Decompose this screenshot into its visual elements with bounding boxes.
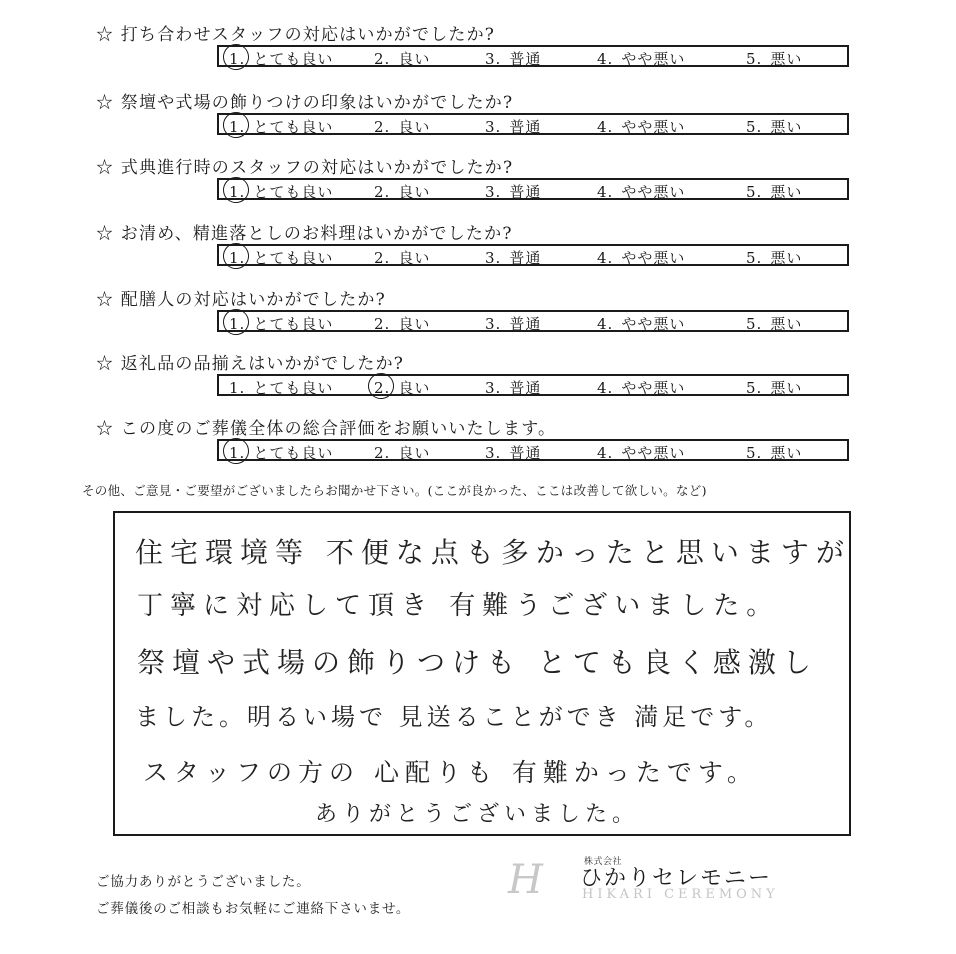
rating-option-number: 1. — [229, 118, 246, 136]
rating-option-4[interactable] — [597, 48, 685, 69]
rating-option-label: 良い — [398, 315, 431, 333]
rating-option-5[interactable] — [746, 181, 802, 202]
rating-option-number: 1. — [229, 444, 246, 462]
rating-option-label: とても良い — [253, 444, 334, 462]
rating-option-number: 5. — [746, 315, 763, 333]
rating-options-box — [217, 374, 849, 396]
rating-option-label: とても良い — [253, 118, 334, 136]
rating-option-number: 2. — [374, 183, 391, 201]
rating-option-label: やや悪い — [621, 315, 686, 333]
rating-option-4[interactable] — [597, 181, 685, 202]
rating-option-number: 1. — [229, 50, 246, 68]
question-row — [0, 285, 956, 345]
question-row — [0, 88, 956, 148]
rating-option-label: 悪い — [770, 379, 803, 397]
rating-option-label: やや悪い — [621, 444, 686, 462]
rating-option-number: 3. — [485, 183, 502, 201]
rating-option-3[interactable] — [485, 181, 541, 202]
rating-option-2[interactable] — [374, 116, 430, 137]
rating-option-label: 悪い — [770, 50, 803, 68]
rating-option-label: とても良い — [253, 183, 334, 201]
rating-option-5[interactable] — [746, 247, 802, 268]
rating-option-label: 悪い — [770, 249, 803, 267]
rating-option-label: 普通 — [509, 379, 542, 397]
rating-option-1[interactable] — [229, 116, 333, 137]
question-text: ☆ 返礼品の品揃えはいかがでしたか? — [96, 354, 405, 374]
rating-option-1[interactable] — [229, 442, 333, 463]
rating-option-number: 2. — [374, 379, 391, 397]
rating-option-number: 1. — [229, 379, 246, 397]
rating-option-label: 良い — [398, 118, 431, 136]
rating-option-label: 悪い — [770, 183, 803, 201]
rating-options-box — [217, 244, 849, 266]
logo-corp-label: 株式会社 — [584, 857, 623, 867]
question-text: ☆ 祭壇や式場の飾りつけの印象はいかがでしたか? — [96, 93, 514, 113]
comment-box — [113, 511, 851, 836]
rating-option-number: 2. — [374, 249, 391, 267]
comment-line: 住宅環境等 不便な点も多かったと思いますが — [135, 536, 851, 569]
rating-option-label: やや悪い — [621, 50, 686, 68]
comment-line: スタッフの方の 心配りも 有難かったです。 — [143, 758, 758, 787]
rating-option-number: 5. — [746, 249, 763, 267]
comment-line: ありがとうございました。 — [315, 802, 640, 827]
rating-option-label: やや悪い — [621, 249, 686, 267]
rating-option-number: 2. — [374, 315, 391, 333]
footer-contact: ご葬儀後のご相談もお気軽にご連絡下さいませ。 — [96, 901, 411, 917]
rating-option-5[interactable] — [746, 116, 802, 137]
rating-option-number: 3. — [485, 444, 502, 462]
rating-option-number: 3. — [485, 50, 502, 68]
comment-line: 丁寧に対応して頂き 有難うございました。 — [137, 591, 780, 621]
rating-option-3[interactable] — [485, 313, 541, 334]
rating-option-4[interactable] — [597, 247, 685, 268]
rating-option-number: 4. — [597, 379, 614, 397]
rating-option-2[interactable] — [374, 377, 430, 398]
rating-option-number: 3. — [485, 118, 502, 136]
rating-option-4[interactable] — [597, 377, 685, 398]
rating-option-number: 3. — [485, 315, 502, 333]
question-row — [0, 349, 956, 409]
question-text: ☆ 配膳人の対応はいかがでしたか? — [96, 290, 386, 310]
rating-option-5[interactable] — [746, 48, 802, 69]
rating-option-number: 5. — [746, 118, 763, 136]
rating-option-label: 良い — [398, 379, 431, 397]
rating-option-label: とても良い — [253, 315, 334, 333]
logo-mark-icon: H — [508, 857, 543, 903]
question-row — [0, 153, 956, 213]
rating-option-5[interactable] — [746, 377, 802, 398]
rating-option-3[interactable] — [485, 377, 541, 398]
rating-option-3[interactable] — [485, 116, 541, 137]
question-text: ☆ お清め、精進落としのお料理はいかがでしたか? — [96, 224, 513, 244]
logo-english-name: HIKARI CEREMONY — [582, 887, 779, 902]
rating-option-label: 普通 — [509, 118, 542, 136]
rating-option-4[interactable] — [597, 313, 685, 334]
rating-options-box — [217, 439, 849, 461]
rating-option-label: やや悪い — [621, 118, 686, 136]
rating-options-box — [217, 113, 849, 135]
rating-option-1[interactable] — [229, 247, 333, 268]
question-row — [0, 414, 956, 474]
rating-option-5[interactable] — [746, 313, 802, 334]
question-text: ☆ 打ち合わせスタッフの対応はいかがでしたか? — [96, 25, 496, 45]
rating-option-label: 良い — [398, 50, 431, 68]
rating-option-label: 良い — [398, 444, 431, 462]
rating-option-number: 5. — [746, 444, 763, 462]
footer-thanks: ご協力ありがとうございました。 — [96, 874, 311, 890]
rating-option-4[interactable] — [597, 116, 685, 137]
question-row — [0, 20, 956, 80]
rating-option-2[interactable] — [374, 313, 430, 334]
rating-option-number: 5. — [746, 379, 763, 397]
rating-option-number: 4. — [597, 249, 614, 267]
rating-option-number: 4. — [597, 315, 614, 333]
rating-option-label: やや悪い — [621, 379, 686, 397]
rating-option-number: 2. — [374, 50, 391, 68]
company-logo — [508, 853, 808, 913]
rating-option-label: 普通 — [509, 183, 542, 201]
rating-option-label: 普通 — [509, 249, 542, 267]
comment-line: 祭壇や式場の飾りつけも とても良く感激し — [137, 646, 818, 679]
rating-option-label: 普通 — [509, 50, 542, 68]
rating-option-label: とても良い — [253, 249, 334, 267]
rating-option-label: 普通 — [509, 444, 542, 462]
rating-option-1[interactable] — [229, 377, 333, 398]
rating-option-number: 1. — [229, 249, 246, 267]
rating-options-box — [217, 178, 849, 200]
rating-option-2[interactable] — [374, 48, 430, 69]
rating-option-1[interactable] — [229, 181, 333, 202]
rating-option-number: 4. — [597, 444, 614, 462]
rating-option-2[interactable] — [374, 181, 430, 202]
question-text: ☆ 式典進行時のスタッフの対応はいかがでしたか? — [96, 158, 514, 178]
question-row — [0, 219, 956, 279]
rating-option-number: 5. — [746, 50, 763, 68]
rating-option-number: 2. — [374, 118, 391, 136]
rating-options-box — [217, 45, 849, 67]
rating-option-5[interactable] — [746, 442, 802, 463]
rating-option-label: 悪い — [770, 315, 803, 333]
rating-option-4[interactable] — [597, 442, 685, 463]
rating-option-number: 4. — [597, 118, 614, 136]
rating-option-3[interactable] — [485, 48, 541, 69]
rating-option-1[interactable] — [229, 48, 333, 69]
rating-option-label: 悪い — [770, 118, 803, 136]
rating-option-number: 3. — [485, 379, 502, 397]
rating-option-2[interactable] — [374, 442, 430, 463]
rating-option-3[interactable] — [485, 442, 541, 463]
rating-option-number: 4. — [597, 50, 614, 68]
rating-option-number: 5. — [746, 183, 763, 201]
other-comments-prompt: その他、ご意見・ご要望がございましたらお聞かせ下さい。(ここが良かった、ここは改善して欲しい。など) — [82, 483, 707, 498]
rating-option-2[interactable] — [374, 247, 430, 268]
rating-option-number: 3. — [485, 249, 502, 267]
rating-option-number: 2. — [374, 444, 391, 462]
rating-option-1[interactable] — [229, 313, 333, 334]
rating-option-label: 普通 — [509, 315, 542, 333]
rating-option-number: 4. — [597, 183, 614, 201]
rating-option-label: とても良い — [253, 379, 334, 397]
logo-company-name: ひかりセレモニー — [580, 866, 773, 891]
rating-option-number: 1. — [229, 183, 246, 201]
question-text: ☆ この度のご葬儀全体の総合評価をお願いいたします。 — [96, 419, 557, 439]
rating-options-box — [217, 310, 849, 332]
rating-option-label: 良い — [398, 249, 431, 267]
rating-option-number: 1. — [229, 315, 246, 333]
rating-option-3[interactable] — [485, 247, 541, 268]
rating-option-label: とても良い — [253, 50, 334, 68]
comment-line: ました。明るい場で 見送ることができ 満足です。 — [135, 703, 773, 731]
rating-option-label: 悪い — [770, 444, 803, 462]
rating-option-label: やや悪い — [621, 183, 686, 201]
rating-option-label: 良い — [398, 183, 431, 201]
